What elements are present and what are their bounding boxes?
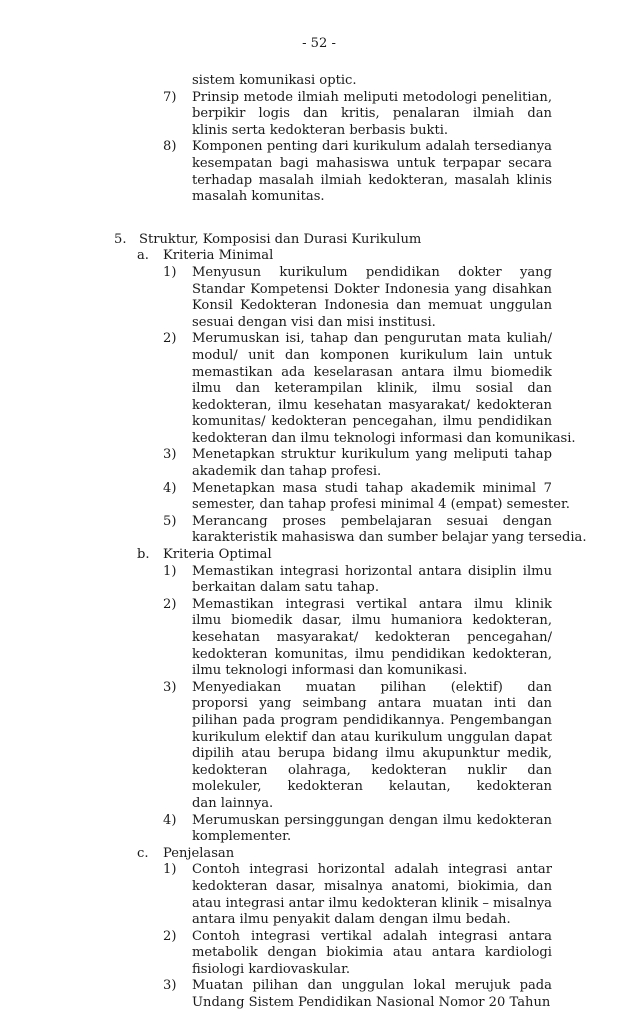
item-number: 7): [163, 89, 177, 105]
text-line: [0, 829, 638, 846]
section-title: Struktur, Komposisi dan Durasi Kurikulum: [139, 231, 422, 247]
item-number: 1): [163, 862, 177, 878]
text-line: [0, 481, 638, 498]
item-text-line: Standar Kompetensi Dokter Indonesia yang disahkan: [192, 281, 552, 297]
item-text-line: metabolik dengan biokimia atau antara kardiologi: [192, 945, 552, 961]
item-text-line: Memastikan integrasi horizontal antara disiplin ilmu: [192, 563, 552, 579]
item-number: 3): [163, 447, 177, 463]
item-text-line: terhadap masalah ilmiah kedokteran, masalah klinis: [192, 172, 552, 188]
item-text-line: sesuai dengan visi dan misi institusi.: [192, 314, 436, 330]
item-number: 1): [163, 563, 177, 579]
section-gap: [0, 206, 638, 232]
text-line: [0, 123, 638, 140]
text-line: [0, 365, 638, 382]
text-line: [0, 912, 638, 929]
item-text-line: kesehatan masyarakat/ kedokteran pencegahan/: [192, 630, 552, 645]
item-text-line: memastikan ada keselarasan antara ilmu biomedik: [192, 364, 552, 380]
subsection-heading: [0, 547, 638, 564]
text-line: [0, 73, 638, 90]
text-line: [0, 139, 638, 156]
text-line: [0, 398, 638, 415]
item-text-line: pilihan pada program pendidikannya. Pengembangan: [192, 712, 552, 728]
item-text-line: proporsi yang seimbang antara muatan inti dan: [192, 696, 552, 712]
section-heading: [0, 232, 638, 249]
text-line: [0, 763, 638, 780]
item-text-line: komplementer.: [192, 829, 292, 845]
item-text-line: klinis serta kedokteran berbasis bukti.: [192, 122, 449, 138]
item-text-line: dan lainnya.: [192, 795, 274, 811]
text-line: [0, 929, 638, 946]
item-number: 2): [163, 596, 177, 612]
item-text-line: Komponen penting dari kurikulum adalah tersedianya: [192, 139, 552, 155]
text-line: [0, 680, 638, 697]
item-number: 2): [163, 331, 177, 347]
text-line: [0, 796, 638, 813]
item-text-line: ilmu biomedik dasar, ilmu humaniora kedokteran,: [192, 613, 552, 629]
item-text-line: Menyediakan muatan pilihan (elektif) dan: [192, 679, 552, 695]
item-text-line: kedokteran, ilmu kesehatan masyarakat/ kedokteran: [192, 397, 552, 413]
text-line: [0, 862, 638, 879]
item-text-line: Muatan pilihan dan unggulan lokal merujuk pada: [192, 978, 552, 994]
item-number: 1): [163, 264, 177, 280]
page-body: [0, 73, 638, 1012]
item-text-line: akademik dan tahap profesi.: [192, 464, 382, 480]
text-line: [0, 613, 638, 630]
item-number: 4): [163, 480, 177, 496]
text-line: [0, 189, 638, 206]
subsection-letter: a.: [137, 248, 149, 264]
text-line: [0, 447, 638, 464]
item-text-line: kedokteran olahraga, kedokteran nuklir dan: [192, 762, 552, 778]
item-number: 3): [163, 679, 177, 695]
item-text-line: sistem komunikasi optic.: [192, 73, 357, 88]
text-line: [0, 696, 638, 713]
text-line: [0, 730, 638, 747]
text-line: [0, 464, 638, 481]
subsection-letter: b.: [137, 547, 150, 563]
subsection-heading: [0, 248, 638, 265]
item-number: 5): [163, 513, 177, 529]
text-line: [0, 978, 638, 995]
page-number: - 52 -: [302, 36, 336, 51]
item-text-line: antara ilmu penyakit dalam dengan ilmu bedah.: [192, 912, 511, 928]
text-line: [0, 514, 638, 531]
item-text-line: Contoh integrasi horizontal adalah integrasi antar: [192, 862, 552, 878]
item-text-line: atau integrasi antar ilmu kedokteran klinik – misalnya: [192, 895, 552, 911]
item-text-line: karakteristik mahasiswa dan sumber belajar yang tersedia.: [192, 530, 587, 546]
item-text-line: dipilih atau berupa bidang ilmu akupunktur medik,: [192, 746, 552, 762]
item-text-line: ilmu dan keterampilan klinik, ilmu sosial dan: [192, 381, 552, 397]
item-text-line: masalah komunitas.: [192, 189, 325, 205]
item-text-line: kedokteran dasar, misalnya anatomi, biokimia, dan: [192, 878, 552, 894]
text-line: [0, 106, 638, 123]
item-number: 3): [163, 978, 177, 994]
text-line: [0, 348, 638, 365]
item-text-line: Memastikan integrasi vertikal antara ilmu klinik: [192, 596, 552, 612]
text-line: [0, 497, 638, 514]
text-line: [0, 90, 638, 107]
text-line: [0, 580, 638, 597]
section-number: 5.: [114, 231, 127, 247]
text-line: [0, 647, 638, 664]
text-line: [0, 945, 638, 962]
item-text-line: Merumuskan persinggungan dengan ilmu kedokteran: [192, 812, 552, 828]
subsection-title: Penjelasan: [163, 845, 235, 861]
text-line: [0, 564, 638, 581]
text-line: [0, 597, 638, 614]
item-text-line: Undang Sistem Pendidikan Nasional Nomor 20 Tahun: [192, 995, 551, 1011]
subsection-title: Kriteria Optimal: [163, 547, 272, 563]
text-line: [0, 431, 638, 448]
item-text-line: berkaitan dalam satu tahap.: [192, 580, 379, 596]
item-text-line: fisiologi kardiovaskular.: [192, 961, 351, 977]
item-text-line: komunitas/ kedokteran pencegahan, ilmu pendidikan: [192, 414, 552, 430]
text-line: [0, 414, 638, 431]
subsection-title: Kriteria Minimal: [163, 248, 274, 264]
item-text-line: Contoh integrasi vertikal adalah integrasi antara: [192, 928, 552, 944]
item-text-line: Merancang proses pembelajaran sesuai dengan: [192, 513, 552, 529]
text-line: [0, 896, 638, 913]
text-line: [0, 779, 638, 796]
item-text-line: kedokteran komunitas, ilmu pendidikan kedokteran,: [192, 646, 552, 662]
item-text-line: modul/ unit dan komponen kurikulum lain untuk: [192, 347, 552, 363]
text-line: [0, 298, 638, 315]
item-text-line: kedokteran dan ilmu teknologi informasi dan komunikasi.: [192, 430, 576, 446]
item-number: 8): [163, 139, 177, 155]
item-text-line: kesempatan bagi mahasiswa untuk terpapar secara: [192, 155, 552, 171]
text-line: [0, 995, 638, 1012]
text-line: [0, 315, 638, 332]
item-text-line: kurikulum elektif dan atau kurikulum unggulan dapat: [192, 729, 552, 745]
text-line: [0, 663, 638, 680]
text-line: [0, 173, 638, 190]
item-text-line: Konsil Kedokteran Indonesia dan memuat unggulan: [192, 298, 552, 314]
subsection-heading: [0, 846, 638, 863]
item-text-line: Prinsip metode ilmiah meliputi metodologi penelitian,: [192, 89, 552, 105]
item-text-line: Menyusun kurikulum pendidikan dokter yang: [192, 264, 552, 280]
text-line: [0, 331, 638, 348]
item-text-line: Merumuskan isi, tahap dan pengurutan mata kuliah/: [192, 331, 552, 347]
item-text-line: Menetapkan masa studi tahap akademik minimal 7: [192, 480, 552, 496]
text-line: [0, 879, 638, 896]
text-line: [0, 282, 638, 299]
text-line: [0, 265, 638, 282]
item-text-line: molekuler, kedokteran kelautan, kedokteran: [192, 779, 552, 795]
text-line: [0, 630, 638, 647]
text-line: [0, 530, 638, 547]
item-text-line: berpikir logis dan kritis, penalaran ilmiah dan: [192, 106, 552, 122]
text-line: [0, 746, 638, 763]
text-line: [0, 381, 638, 398]
item-number: 4): [163, 812, 177, 828]
item-text-line: Menetapkan struktur kurikulum yang meliputi tahap: [192, 447, 552, 463]
item-text-line: ilmu teknologi informasi dan komunikasi.: [192, 663, 468, 679]
text-line: [0, 156, 638, 173]
text-line: [0, 813, 638, 830]
item-number: 2): [163, 928, 177, 944]
text-line: [0, 713, 638, 730]
subsection-letter: c.: [137, 845, 149, 861]
item-text-line: semester, dan tahap profesi minimal 4 (empat) semester.: [192, 497, 570, 513]
